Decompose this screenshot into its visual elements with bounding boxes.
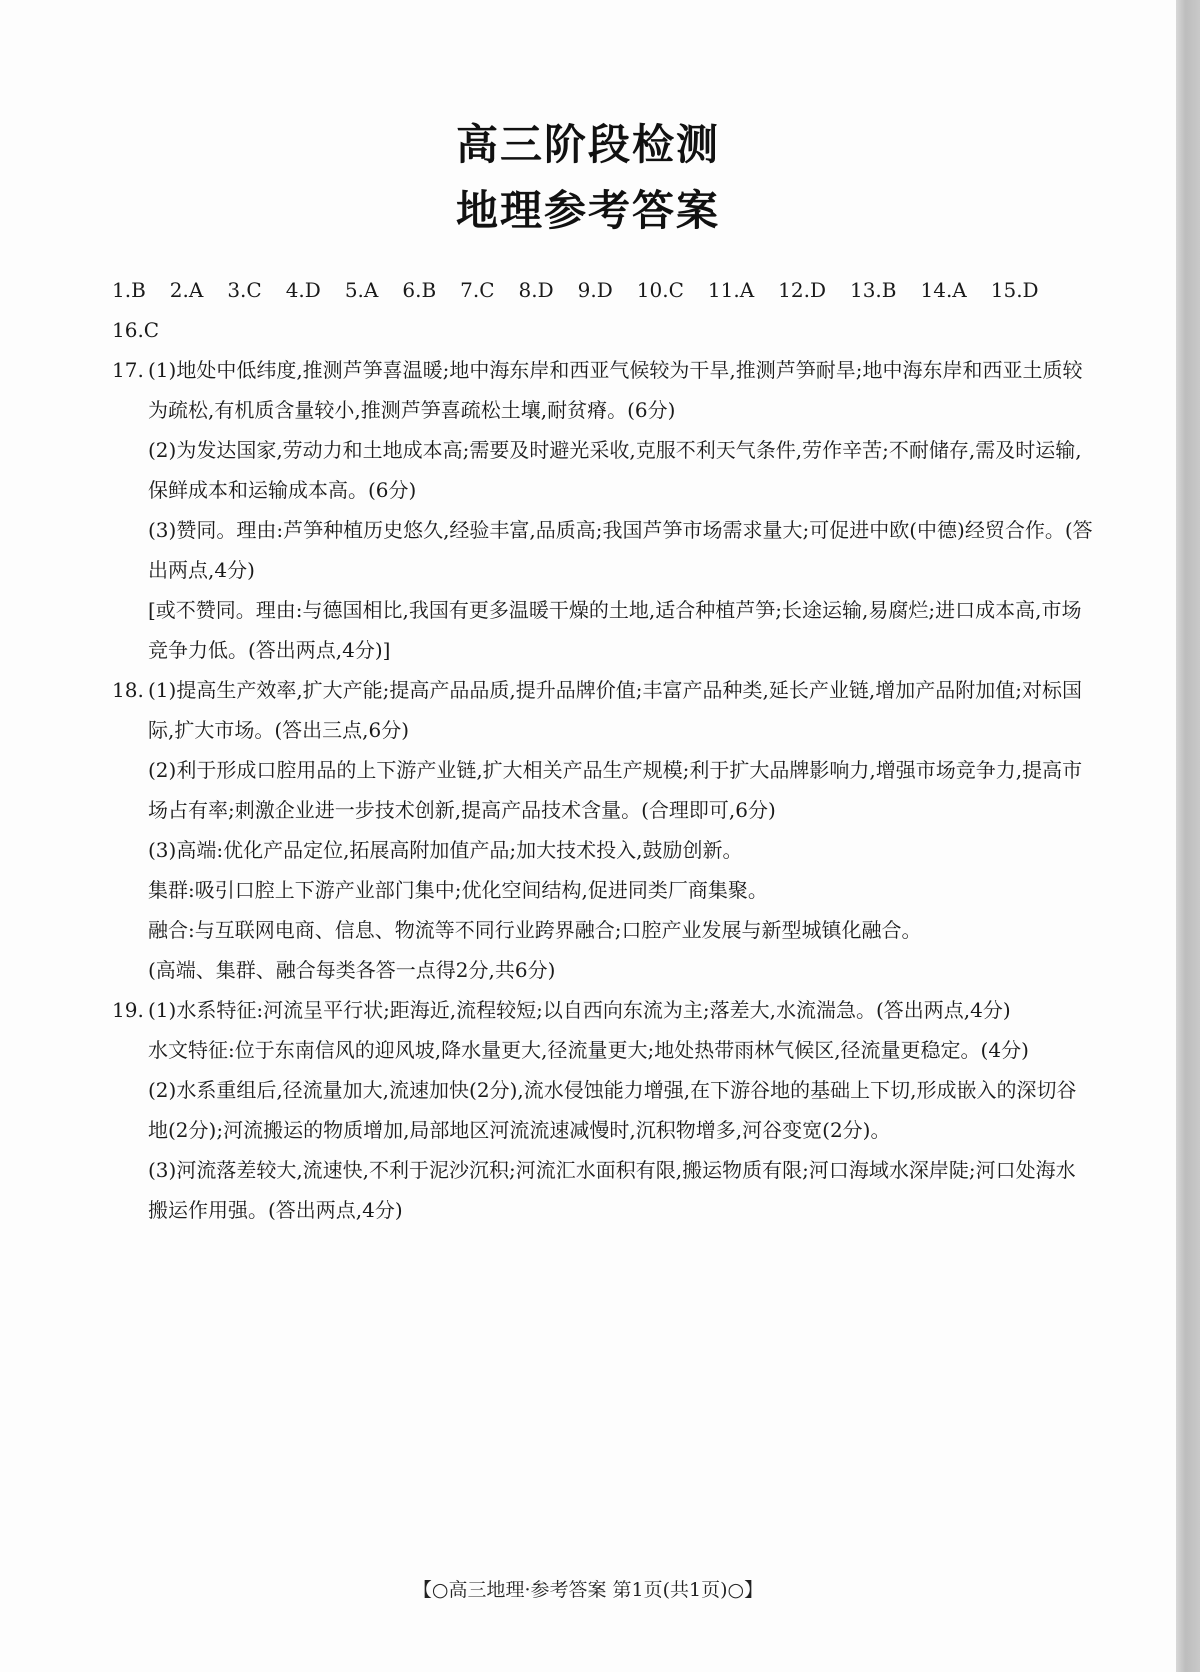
mc-answer: 6.B: [402, 278, 437, 302]
page-footer: 【○高三地理·参考答案 第1页(共1页)○】: [412, 1579, 764, 1601]
mc-answer: 2.A: [169, 278, 204, 302]
mc-answer: 10.C: [636, 278, 684, 302]
mc-answer: 8.D: [518, 278, 554, 302]
mc-answer: 12.D: [778, 278, 826, 302]
page-title-line1: 高三阶段检测: [455, 120, 720, 169]
mc-answer: 7.C: [460, 278, 495, 302]
answer-paragraph: (1)水系特征:河流呈平行状;距海近,流程较短;以自西向东流为主;落差大,水流湍急。(答出两点,4分): [148, 998, 1011, 1022]
question-19: [112, 990, 1094, 1230]
question-18: [112, 670, 1094, 990]
answer-paragraph: [或不赞同。理由:与德国相比,我国有更多温暖干燥的土地,适合种植芦笋;长途运输,易腐烂;进口成本高,市场竞争力低。(答出两点,4分)]: [148, 598, 1082, 662]
question-17: [112, 350, 1094, 670]
question-number: 18.: [112, 678, 144, 702]
question-number: 17.: [112, 358, 144, 382]
page-title-line2: 地理参考答案: [455, 186, 720, 235]
mc-answer: 11.A: [707, 278, 755, 302]
answer-paragraph: (2)为发达国家,劳动力和土地成本高;需要及时避光采收,克服不利天气条件,劳作辛苦;不耐储存,需及时运输,保鲜成本和运输成本高。(6分): [148, 438, 1082, 502]
mc-answer: 16.C: [112, 318, 160, 342]
mc-answer: 15.D: [990, 278, 1039, 302]
answer-paragraph: (3)河流落差较大,流速快,不利于泥沙沉积;河流汇水面积有限,搬运物质有限;河口海域水深岸陡;河口处海水搬运作用强。(答出两点,4分): [148, 1158, 1076, 1222]
multiple-choice-answers: [112, 270, 1094, 350]
answer-paragraph: (2)利于形成口腔用品的上下游产业链,扩大相关产品生产规模;利于扩大品牌影响力,增强市场竞争力,提高市场占有率;刺激企业进一步技术创新,提高产品技术含量。(合理即可,6分): [148, 758, 1083, 822]
answer-paragraph: 集群:吸引口腔上下游产业部门集中;优化空间结构,促进同类厂商集聚。: [148, 878, 768, 902]
mc-answer: 9.D: [577, 278, 613, 302]
mc-answer: 1.B: [112, 278, 146, 302]
mc-answer: 5.A: [344, 278, 379, 302]
mc-answer: 3.C: [227, 278, 262, 302]
mc-answer: 14.A: [920, 278, 967, 302]
answer-paragraph: (1)提高生产效率,扩大产能;提高产品品质,提升品牌价值;丰富产品种类,延长产业链,增加产品附加值;对标国际,扩大市场。(答出三点,6分): [148, 678, 1082, 742]
answer-paragraph: (3)高端:优化产品定位,拓展高附加值产品;加大技术投入,鼓励创新。: [148, 838, 743, 862]
answer-paragraph: (3)赞同。理由:芦笋种植历史悠久,经验丰富,品质高;我国芦笋市场需求量大;可促进中欧(中德)经贸合作。(答出两点,4分): [148, 518, 1093, 582]
mc-answer: 13.B: [849, 278, 897, 302]
question-number: 19.: [112, 998, 144, 1022]
answer-paragraph: 融合:与互联网电商、信息、物流等不同行业跨界融合;口腔产业发展与新型城镇化融合。: [148, 918, 922, 942]
answer-paragraph: (高端、集群、融合每类各答一点得2分,共6分): [148, 958, 556, 982]
mc-answer: 4.D: [285, 278, 321, 302]
answer-content: [112, 270, 1094, 1230]
scan-edge-strip: [1176, 0, 1200, 1672]
answer-paragraph: (2)水系重组后,径流量加大,流速加快(2分),流水侵蚀能力增强,在下游谷地的基础上下切,形成嵌入的深切谷地(2分);河流搬运的物质增加,局部地区河流流速减慢时,沉积物增多,河谷变宽(2分)。: [148, 1078, 1077, 1142]
answer-paragraph: (1)地处中低纬度,推测芦笋喜温暖;地中海东岸和西亚气候较为干旱,推测芦笋耐旱;地中海东岸和西亚土质较为疏松,有机质含量较小,推测芦笋喜疏松土壤,耐贫瘠。(6分): [148, 358, 1083, 422]
answer-paragraph: 水文特征:位于东南信风的迎风坡,降水量更大,径流量更大;地处热带雨林气候区,径流量更稳定。(4分): [148, 1038, 1029, 1062]
